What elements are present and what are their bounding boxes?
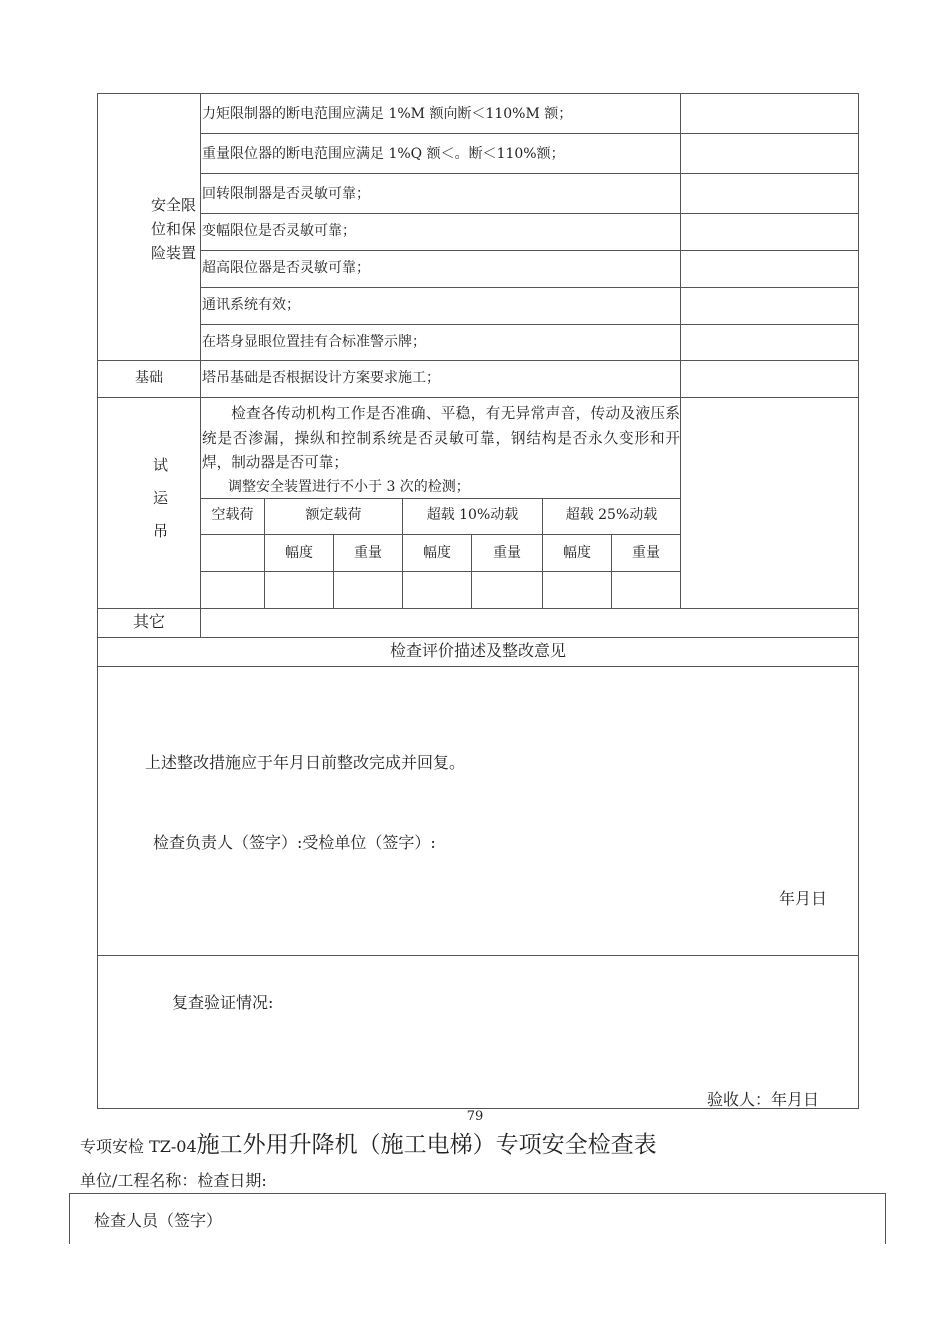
trial-sub-amplitude-1: 幅度 xyxy=(285,545,313,561)
inspector-signature-label: 检查人员（签字） xyxy=(94,1211,223,1230)
trial-sub-weight-3: 重量 xyxy=(632,545,660,561)
trial-char-2: 运 xyxy=(153,489,169,507)
review-title: 检查评价描述及整改意见 xyxy=(389,641,566,660)
trial-header-rated-load: 额定载荷 xyxy=(305,507,362,523)
trial-char-1: 试 xyxy=(153,456,169,474)
safety-item-3: 回转限制器是否灵敏可靠； xyxy=(202,186,370,202)
verify-label: 复查验证情况: xyxy=(172,993,274,1012)
next-table-left xyxy=(69,1193,70,1244)
signature-line: 检查负责人（签字）:受检单位（签字）: xyxy=(153,833,436,852)
safety-item-1: 力矩限制器的断电范围应满足 1%M 额向断＜110%M 额； xyxy=(202,106,573,122)
trial-sub-amplitude-2: 幅度 xyxy=(423,545,451,561)
acceptor-line: 验收人：年月日 xyxy=(707,1090,820,1109)
foundation-item: 塔吊基础是否根据设计方案要求施工； xyxy=(202,370,440,386)
next-form-heading xyxy=(80,1126,657,1159)
trial-char-3: 吊 xyxy=(153,522,169,540)
safety-item-6: 通讯系统有效； xyxy=(202,297,300,313)
trial-header-no-load: 空载荷 xyxy=(211,507,254,523)
trial-sub-weight-2: 重量 xyxy=(493,545,521,561)
page-number: 79 xyxy=(466,1109,484,1124)
review-date: 年月日 xyxy=(779,889,828,908)
foundation-category-label: 基础 xyxy=(135,370,163,386)
safety-item-4: 变幅限位是否灵敏可靠； xyxy=(202,223,356,239)
next-table-top xyxy=(69,1193,886,1194)
trial-header-overload-10: 超载 10%动载 xyxy=(426,507,519,523)
trial-sub-amplitude-3: 幅度 xyxy=(563,545,591,561)
next-table-right xyxy=(885,1193,886,1244)
unit-project-line: 单位/工程名称：检查日期: xyxy=(80,1171,267,1190)
trial-adjust-note: 调整安全装置进行不小于 3 次的检测； xyxy=(228,479,470,495)
trial-description: 检查各传动机构工作是否准确、平稳，有无异常声音，传动及液压系统是否渗漏，操纵和控制系统是否灵敏可靠，钢结构是否永久变形和开焊，制动器是否可靠； xyxy=(202,405,680,471)
trial-header-overload-25: 超载 25%动载 xyxy=(565,507,658,523)
safety-item-2: 重量限位器的断电范围应满足 1%Q 额＜。断＜110%额； xyxy=(202,146,565,162)
safety-item-7: 在塔身显眼位置挂有合标准警示牌； xyxy=(202,334,426,350)
form-code: 专项安检 TZ-04 xyxy=(80,1137,197,1156)
safety-item-5: 超高限位器是否灵敏可靠； xyxy=(202,260,370,276)
rectify-deadline-text: 上述整改措施应于年月日前整改完成并回复。 xyxy=(145,753,466,772)
safety-category-label: 安全限位和保险装置 xyxy=(151,196,197,262)
other-label: 其它 xyxy=(132,612,165,631)
form-title: 施工外用升降机（施工电梯）专项安全检查表 xyxy=(196,1132,657,1158)
trial-sub-weight-1: 重量 xyxy=(354,545,382,561)
